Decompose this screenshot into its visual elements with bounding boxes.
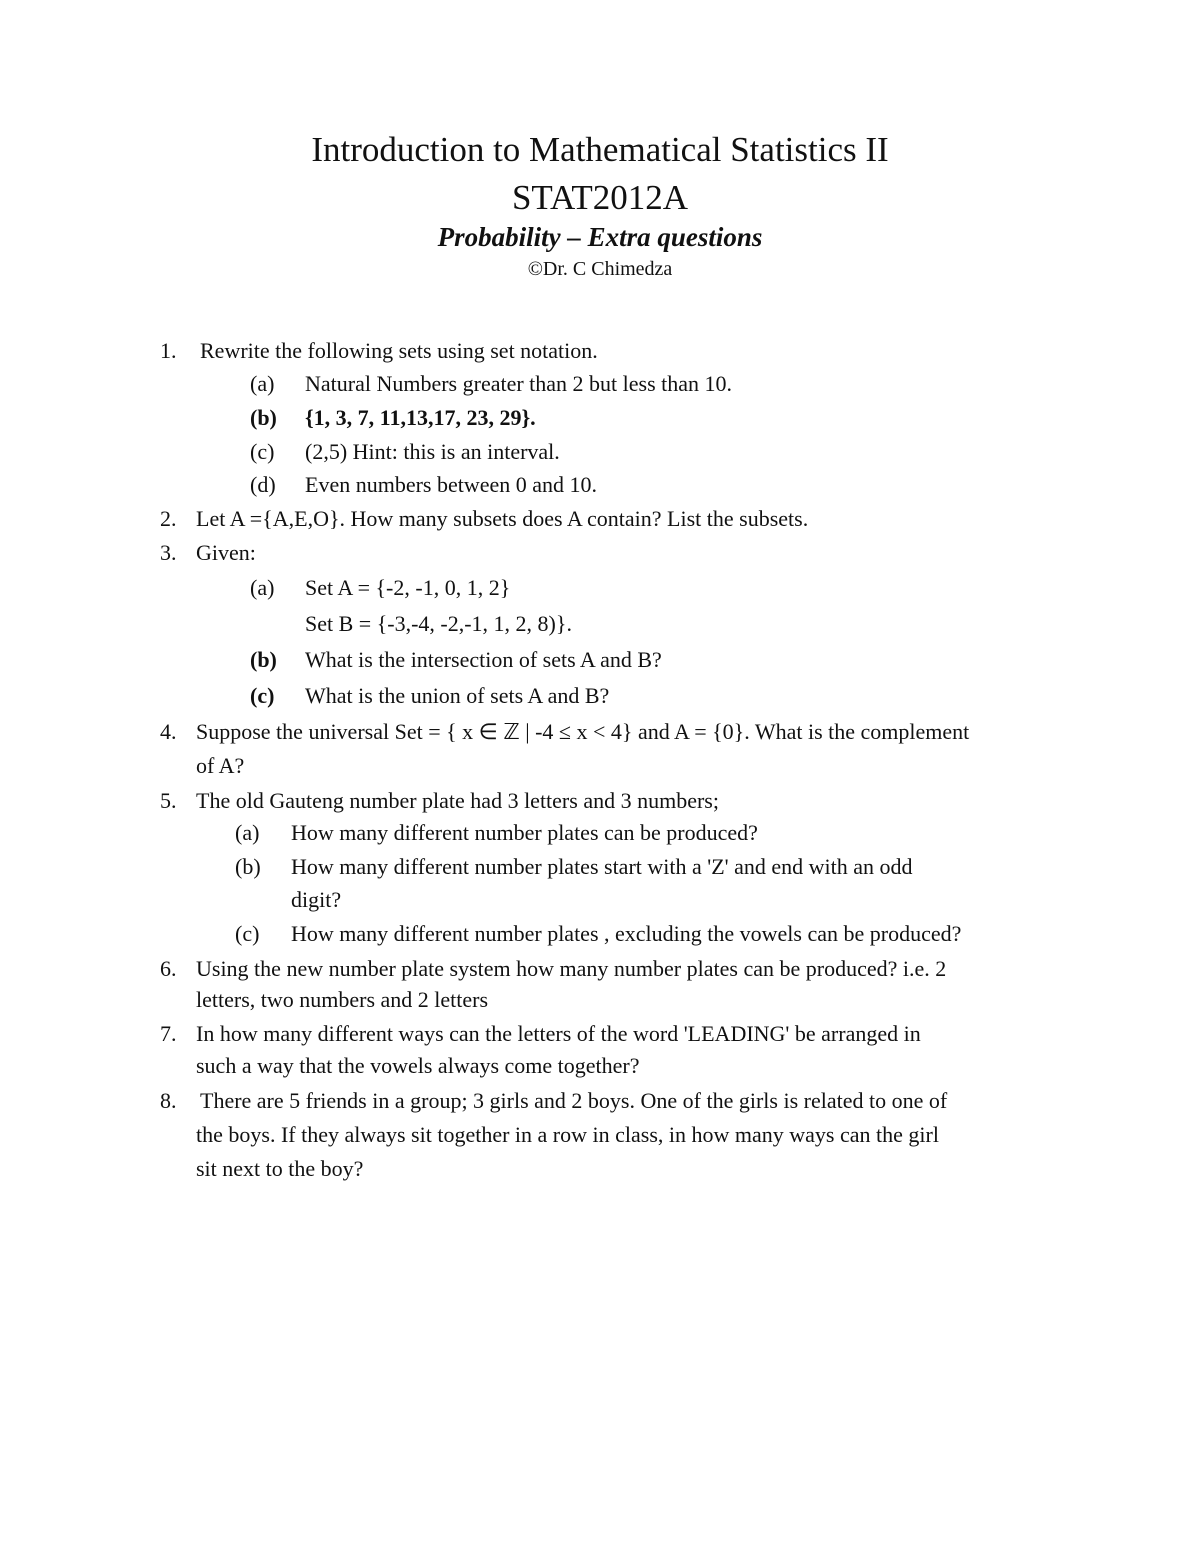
question-number: 5.: [160, 788, 177, 813]
question-text: In how many different ways can the letters of the word 'LEADING' be arranged in: [196, 1021, 921, 1046]
subquestion-text: How many different number plates start with a 'Z' and end with an odd: [291, 854, 913, 879]
document-title: Introduction to Mathematical Statistics II: [311, 130, 889, 169]
question-number: 3.: [160, 540, 177, 565]
subquestion-label: (a): [250, 575, 275, 600]
subquestion-label: (b): [250, 647, 277, 672]
author-line: ©Dr. C Chimedza: [527, 258, 673, 280]
subquestion-label: (a): [250, 371, 275, 396]
question-text: There are 5 friends in a group; 3 girls and 2 boys. One of the girls is related to one of: [200, 1088, 948, 1113]
subquestion-text: How many different number plates , excluding the vowels can be produced?: [291, 921, 962, 946]
subquestion-text: Set A = {-2, -1, 0, 1, 2}: [305, 575, 511, 600]
question-text: Suppose the universal Set = { x ∈ ℤ | -4 ≤ x < 4} and A = {0}. What is the complement: [196, 719, 970, 744]
question-text: The old Gauteng number plate had 3 letters and 3 numbers;: [196, 788, 719, 813]
question-number: 1.: [160, 338, 177, 363]
question-text: Using the new number plate system how many number plates can be produced? i.e. 2: [196, 956, 947, 981]
question-text-continued: of A?: [196, 753, 245, 778]
course-code: STAT2012A: [511, 178, 689, 217]
question-number: 7.: [160, 1021, 177, 1046]
question-text-continued: the boys. If they always sit together in a row in class, in how many ways can the girl: [196, 1122, 939, 1147]
question-text: Rewrite the following sets using set notation.: [200, 338, 598, 363]
subquestion-text: Even numbers between 0 and 10.: [305, 472, 598, 497]
question-number: 6.: [160, 956, 177, 981]
subquestion-label: (c): [235, 921, 260, 946]
question-text-continued: such a way that the vowels always come together?: [196, 1053, 640, 1078]
question-text-continued: letters, two numbers and 2 letters: [196, 987, 489, 1012]
subquestion-text: How many different number plates can be produced?: [291, 820, 758, 845]
question-text: Given:: [196, 540, 256, 565]
subquestion-text: What is the union of sets A and B?: [305, 683, 610, 708]
subquestion-label: (a): [235, 820, 260, 845]
subquestion-text: (2,5) Hint: this is an interval.: [305, 439, 560, 464]
subquestion-label: (c): [250, 439, 275, 464]
subquestion-text-continued: digit?: [291, 887, 342, 912]
question-number: 4.: [160, 719, 177, 744]
subquestion-text-continued: Set B = {-3,-4, -2,-1, 1, 2, 8)}.: [305, 611, 572, 636]
subquestion-label: (b): [235, 854, 261, 879]
subquestion-text: {1, 3, 7, 11,13,17, 23, 29}.: [305, 405, 536, 430]
question-number: 8.: [160, 1088, 177, 1113]
document-subtitle: Probability – Extra questions: [437, 222, 763, 252]
subquestion-label: (d): [250, 472, 276, 497]
subquestion-text: What is the intersection of sets A and B?: [305, 647, 662, 672]
question-number: 2.: [160, 506, 177, 531]
subquestion-label: (c): [250, 683, 275, 708]
question-text: Let A ={A,E,O}. How many subsets does A contain? List the subsets.: [196, 506, 809, 531]
subquestion-text: Natural Numbers greater than 2 but less than 10.: [305, 371, 733, 396]
question-text-continued: sit next to the boy?: [196, 1156, 364, 1181]
subquestion-label: (b): [250, 405, 277, 430]
